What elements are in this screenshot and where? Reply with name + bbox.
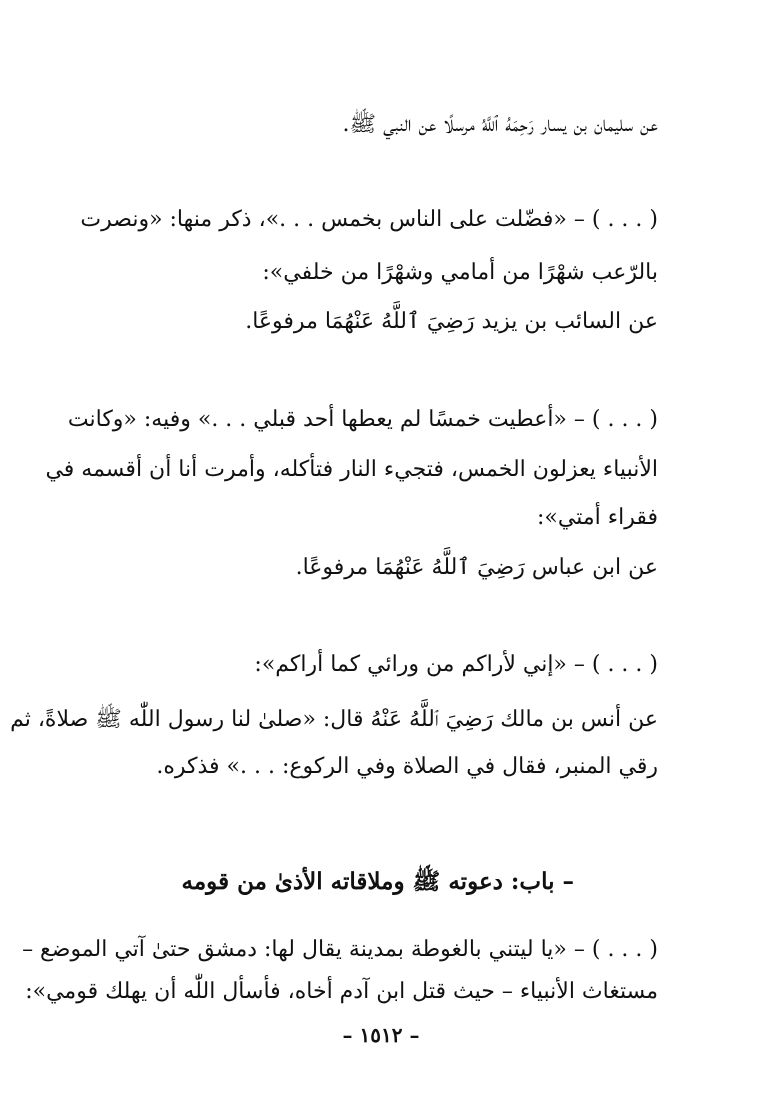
entry-3-source: عن ابن عباس رَضِيَ ٱللَّهُ عَنْهُمَا مرفوعًا. bbox=[295, 555, 658, 580]
entry-3-line-3: فقراء أمتي»: bbox=[537, 505, 658, 530]
page-number: – ١٥١٢ – bbox=[342, 1023, 420, 1047]
chapter-heading: – باب: دعوته ﷺ وملاقاته الأذىٰ من قومه bbox=[181, 868, 574, 895]
entry-4-line-1: ( . . . ) – «إني لأراكم من ورائي كما أراكم»: bbox=[254, 652, 658, 677]
entry-1-line-1: عن سليمان بن يسار رَحِمَهُ ٱللَّهُ مرسلًا عن النبي ﷺ. bbox=[342, 112, 658, 137]
entry-5-line-1: ( . . . ) – «يا ليتني بالغوطة بمدينة يقال لها: دمشق حتىٰ آتي الموضع – bbox=[22, 937, 658, 962]
entry-4-source-line-2: رقي المنبر، فقال في الصلاة وفي الركوع: . . .» فذكره. bbox=[156, 754, 658, 779]
entry-2-source: عن السائب بن يزيد رَضِيَ ٱللَّهُ عَنْهُمَا مرفوعًا. bbox=[245, 309, 658, 334]
entry-2-line-1: ( . . . ) – «فضّلت على الناس بخمس . . .»، ذكر منها: «ونصرت bbox=[80, 207, 658, 232]
entry-4-source-line-1: عن أنس بن مالك رَضِيَ ٱللَّهُ عَنْهُ قال: «صلىٰ لنا رسول اللّٰه ﷺ صلاةً، ثم bbox=[10, 707, 658, 732]
entry-2-line-2: بالرّعب شهْرًا من أمامي وشهْرًا من خلفي»: bbox=[262, 260, 658, 285]
entry-3-line-2: الأنبياء يعزلون الخمس، فتجيء النار فتأكله، وأمرت أنا أن أقسمه في bbox=[45, 457, 658, 482]
entry-3-line-1: ( . . . ) – «أعطيت خمسًا لم يعطها أحد قبلي . . .» وفيه: «وكانت bbox=[67, 407, 658, 432]
entry-5-line-2: مستغاث الأنبياء – حيث قتل ابن آدم أخاه، فأسأل اللّٰه أن يهلك قومي»: bbox=[25, 979, 658, 1004]
